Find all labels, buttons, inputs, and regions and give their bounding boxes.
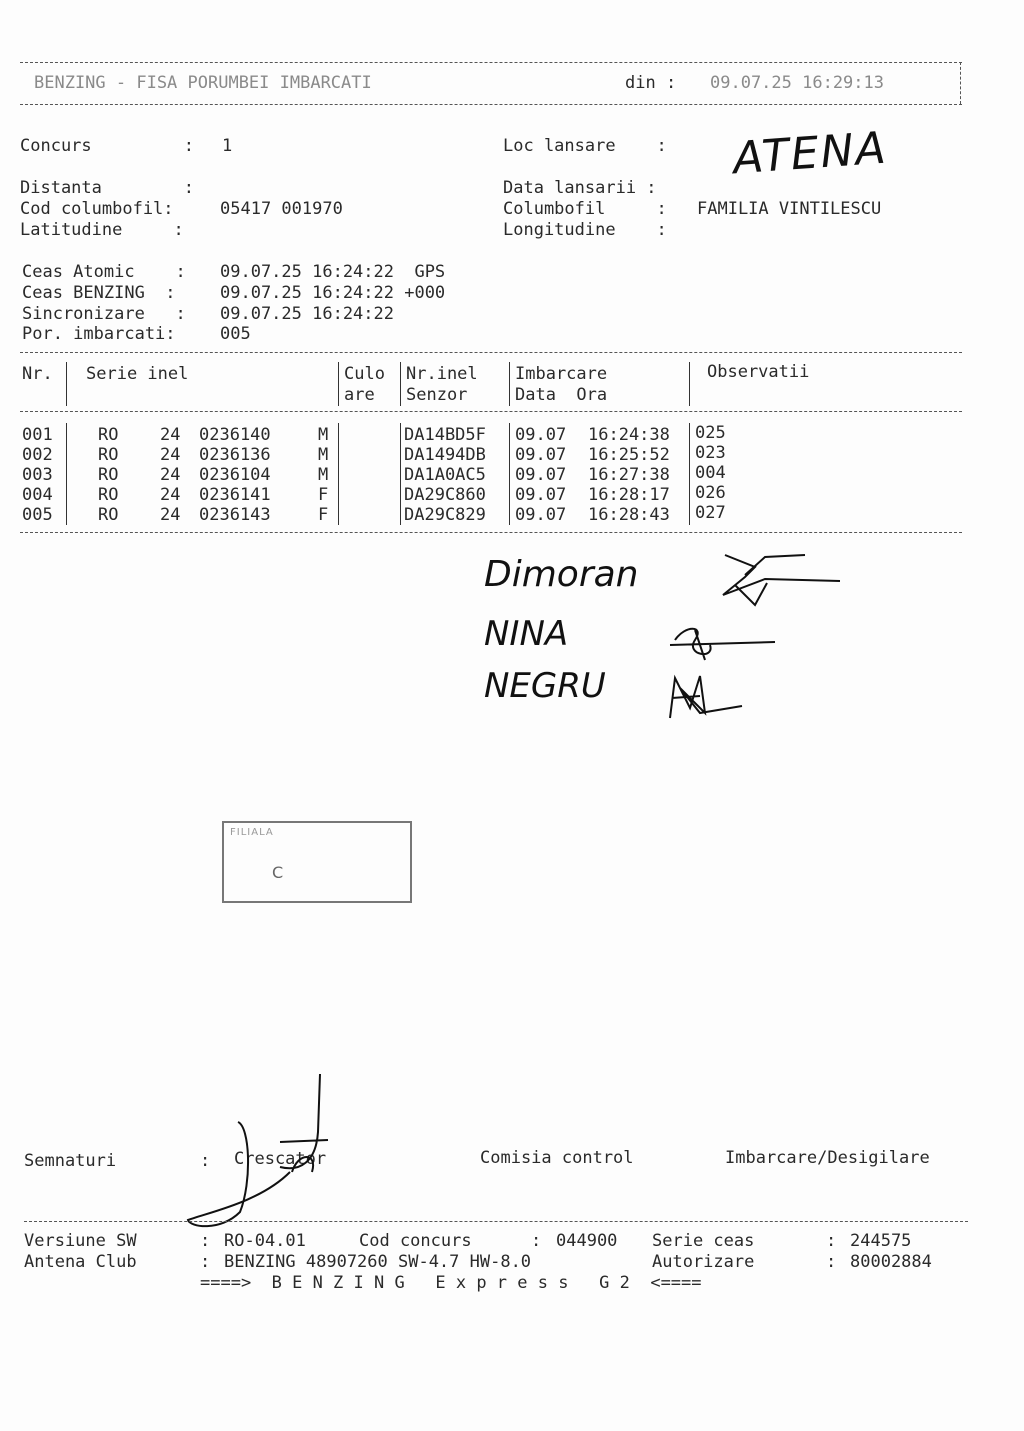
header-top-rule: [20, 62, 962, 63]
header-nr: Nr.: [22, 364, 53, 384]
concurs-label: Concurs :: [20, 136, 194, 156]
ceas-atomic-value: 09.07.25 16:24:22 GPS: [220, 262, 446, 282]
cell-year: 24: [160, 505, 181, 525]
col-sep: [509, 423, 510, 525]
handwritten-name-2: NINA: [484, 614, 569, 654]
cell-country: RO: [98, 485, 119, 505]
cell-ring: 0236141: [199, 485, 271, 505]
cell-date: 09.07: [515, 485, 567, 505]
col-sep: [66, 423, 67, 525]
antena-colon: :: [200, 1252, 211, 1272]
footer-rule: [24, 1221, 968, 1222]
header-imbarcare-2: Data Ora: [515, 385, 608, 405]
cell-sex: F: [318, 485, 329, 505]
handwritten-name-1: Dimoran: [484, 554, 639, 595]
loc-lansare-handwritten: ATENA: [731, 122, 890, 185]
versiune-colon: :: [200, 1231, 211, 1251]
cell-year: 24: [160, 465, 181, 485]
cell-ring: 0236136: [199, 445, 271, 465]
cell-ring: 0236104: [199, 465, 271, 485]
col-sep: [66, 362, 67, 406]
header-culoare-1: Culo: [344, 364, 385, 384]
document-title: BENZING - FISA PORUMBEI IMBARCATI: [34, 73, 372, 93]
cell-time: 16:27:38: [588, 465, 670, 485]
concurs-value: 1: [222, 136, 233, 156]
cell-nr: 005: [22, 505, 53, 525]
cell-date: 09.07: [515, 465, 567, 485]
col-sep: [338, 362, 339, 406]
cod-concurs-label: Cod concurs: [359, 1231, 472, 1251]
header-serie-inel: Serie inel: [86, 364, 189, 384]
header-bottom-rule: [20, 104, 962, 105]
cell-nr: 001: [22, 425, 53, 445]
cell-country: RO: [98, 465, 119, 485]
versiune-label: Versiune SW: [24, 1231, 137, 1251]
ceas-benzing-label: Ceas BENZING :: [22, 283, 176, 303]
semnaturi-colon: :: [200, 1151, 211, 1171]
table-top-rule: [20, 352, 962, 353]
cell-time: 16:25:52: [588, 445, 670, 465]
cell-time: 16:28:43: [588, 505, 670, 525]
cod-concurs-value: 044900: [556, 1231, 618, 1251]
columbofil-label: Columbofil :: [503, 199, 667, 219]
data-lansarii-label: Data lansarii :: [503, 178, 657, 198]
signature-2: [665, 620, 785, 670]
header-observatii: Observatii: [707, 362, 810, 382]
cell-date: 09.07: [515, 425, 567, 445]
loc-lansare-label: Loc lansare :: [503, 136, 667, 156]
signature-3: [660, 668, 750, 728]
cell-sex: M: [318, 465, 329, 485]
cell-obs: 004: [695, 463, 726, 483]
cell-sensor: DA1494DB: [404, 445, 486, 465]
handwritten-name-3: NEGRU: [484, 666, 606, 706]
header-nr-inel-1: Nr.inel: [406, 364, 478, 384]
autorizare-value: 80002884: [850, 1252, 932, 1272]
col-sep: [689, 362, 690, 406]
cod-columbofil-value: 05417 001970: [220, 199, 343, 219]
sincronizare-value: 09.07.25 16:24:22: [220, 304, 394, 324]
cell-time: 16:24:38: [588, 425, 670, 445]
cell-sensor: DA1A0AC5: [404, 465, 486, 485]
cell-obs: 027: [695, 503, 726, 523]
cod-concurs-colon: :: [531, 1231, 542, 1251]
cell-obs: 026: [695, 483, 726, 503]
imbarcati-value: 005: [220, 324, 251, 344]
col-sep: [509, 362, 510, 406]
benzing-banner: ====> B E N Z I N G E x p r e s s G 2 <====: [200, 1273, 702, 1293]
header-date-value: 09.07.25 16:29:13: [710, 73, 884, 93]
autorizare-label: Autorizare: [652, 1252, 755, 1272]
cell-obs: 023: [695, 443, 726, 463]
latitudine-label: Latitudine :: [20, 220, 184, 240]
sincronizare-label: Sincronizare :: [22, 304, 186, 324]
cell-date: 09.07: [515, 505, 567, 525]
col-sep: [400, 362, 401, 406]
cell-year: 24: [160, 485, 181, 505]
cell-ring: 0236140: [199, 425, 271, 445]
serie-ceas-value: 244575: [850, 1231, 912, 1251]
cell-obs: 025: [695, 423, 726, 443]
cell-sensor: DA14BD5F: [404, 425, 486, 445]
cod-columbofil-label: Cod columbofil:: [20, 199, 174, 219]
signature-1: [705, 545, 845, 615]
versiune-value: RO-04.01: [224, 1231, 306, 1251]
semnaturi-label: Semnaturi: [24, 1151, 117, 1171]
cell-date: 09.07: [515, 445, 567, 465]
col-sep: [400, 423, 401, 525]
header-date-label: din :: [625, 73, 677, 93]
crescator-signature: [180, 1072, 350, 1232]
cell-ring: 0236143: [199, 505, 271, 525]
cell-nr: 004: [22, 485, 53, 505]
serie-ceas-label: Serie ceas: [652, 1231, 755, 1251]
antena-value: BENZING 48907260 SW-4.7 HW-8.0: [224, 1252, 532, 1272]
table-bottom-rule: [20, 532, 962, 533]
header-right-edge: [960, 62, 961, 104]
cell-nr: 002: [22, 445, 53, 465]
col-sep: [338, 423, 339, 525]
antena-label: Antena Club: [24, 1252, 137, 1272]
cell-sensor: DA29C829: [404, 505, 486, 525]
header-nr-inel-2: Senzor: [406, 385, 468, 405]
cell-year: 24: [160, 445, 181, 465]
imbarcare-desigilare-label: Imbarcare/Desigilare: [725, 1148, 930, 1168]
crescator-label: Crescator: [234, 1149, 327, 1169]
serie-ceas-colon: :: [826, 1231, 837, 1251]
stamp-top-text: FILIALA: [230, 827, 274, 838]
columbofil-value: FAMILIA VINTILESCU: [697, 199, 882, 219]
cell-sex: M: [318, 445, 329, 465]
cell-year: 24: [160, 425, 181, 445]
ceas-atomic-label: Ceas Atomic :: [22, 262, 186, 282]
cell-country: RO: [98, 425, 119, 445]
header-culoare-2: are: [344, 385, 375, 405]
cell-country: RO: [98, 445, 119, 465]
stamp-center-letter: C: [272, 863, 284, 882]
col-sep: [689, 423, 690, 525]
longitudine-label: Longitudine :: [503, 220, 667, 240]
cell-time: 16:28:17: [588, 485, 670, 505]
cell-nr: 003: [22, 465, 53, 485]
imbarcati-label: Por. imbarcati:: [22, 324, 176, 344]
cell-sex: M: [318, 425, 329, 445]
autorizare-colon: :: [826, 1252, 837, 1272]
ceas-benzing-value: 09.07.25 16:24:22 +000: [220, 283, 446, 303]
comisia-control-label: Comisia control: [480, 1148, 634, 1168]
stamp-box: [222, 821, 412, 903]
header-imbarcare-1: Imbarcare: [515, 364, 608, 384]
cell-sensor: DA29C860: [404, 485, 486, 505]
cell-sex: F: [318, 505, 329, 525]
cell-country: RO: [98, 505, 119, 525]
distanta-label: Distanta :: [20, 178, 194, 198]
table-header-rule: [20, 411, 962, 412]
